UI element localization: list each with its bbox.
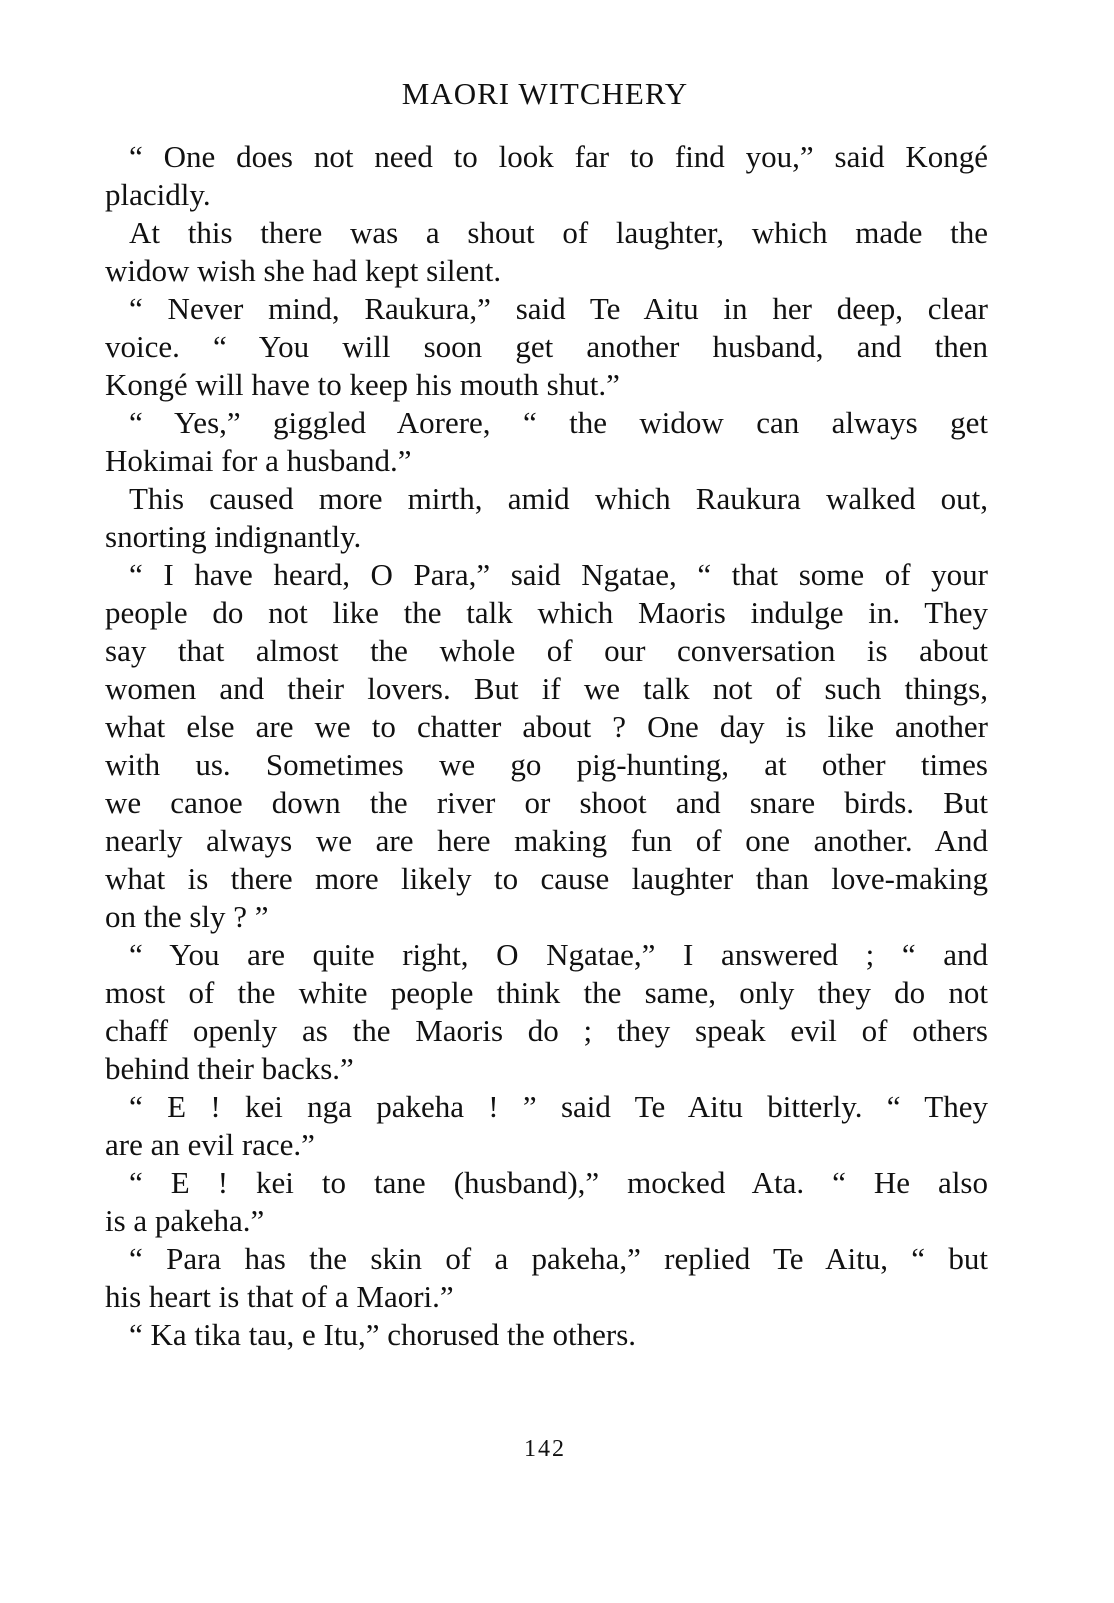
- text-line: “ Yes,” giggled Aorere, “ the widow can always get: [129, 405, 988, 440]
- text-line: with us. Sometimes we go pig-hunting, at other times: [105, 747, 988, 782]
- text-line: what is there more likely to cause laughter than love-making: [105, 861, 988, 896]
- text-line: Hokimai for a husband.”: [105, 443, 412, 478]
- text-line: on the sly ? ”: [105, 899, 269, 934]
- paragraph: [105, 1240, 988, 1316]
- paragraph: [105, 1164, 988, 1240]
- paragraph: [105, 480, 988, 556]
- text-line: behind their backs.”: [105, 1051, 354, 1086]
- text-line: his heart is that of a Maori.”: [105, 1279, 454, 1314]
- text-line: women and their lovers. But if we talk not of such things,: [105, 671, 988, 706]
- text-line: are an evil race.”: [105, 1127, 315, 1162]
- text-line: At this there was a shout of laughter, which made the: [129, 215, 988, 250]
- body-text: [105, 138, 988, 1354]
- text-line: This caused more mirth, amid which Raukura walked out,: [129, 481, 988, 516]
- text-line: “ You are quite right, O Ngatae,” I answered ; “ and: [129, 937, 988, 972]
- text-line: voice. “ You will soon get another husband, and then: [105, 329, 988, 364]
- running-head: MAORI WITCHERY: [401, 76, 689, 111]
- text-line: “ One does not need to look far to find you,” said Kongé: [129, 139, 988, 174]
- text-line: what else are we to chatter about ? One day is like another: [105, 709, 988, 744]
- paragraph: [105, 1316, 988, 1354]
- paragraph: [105, 138, 988, 214]
- paragraph: [105, 404, 988, 480]
- text-line: snorting indignantly.: [105, 519, 362, 554]
- text-line: “ Never mind, Raukura,” said Te Aitu in her deep, clear: [129, 291, 988, 326]
- text-line: “ E ! kei nga pakeha ! ” said Te Aitu bitterly. “ They: [129, 1089, 988, 1124]
- text-line: say that almost the whole of our conversation is about: [105, 633, 988, 668]
- text-line: “ Ka tika tau, e Itu,” chorused the others.: [129, 1317, 637, 1352]
- text-line: nearly always we are here making fun of one another. And: [105, 823, 988, 858]
- paragraph: [105, 214, 988, 290]
- text-line: “ Para has the skin of a pakeha,” replied Te Aitu, “ but: [129, 1241, 988, 1276]
- text-line: “ E ! kei to tane (husband),” mocked Ata. “ He also: [129, 1165, 988, 1200]
- paragraph: [105, 936, 988, 1088]
- text-line: is a pakeha.”: [105, 1203, 265, 1238]
- text-line: “ I have heard, O Para,” said Ngatae, “ that some of your: [129, 557, 988, 592]
- paragraph: [105, 556, 988, 936]
- page-number: 142: [524, 1436, 566, 1462]
- text-line: widow wish she had kept silent.: [105, 253, 502, 288]
- text-line: placidly.: [105, 177, 211, 212]
- paragraph: [105, 1088, 988, 1164]
- text-line: we canoe down the river or shoot and snare birds. But: [105, 785, 988, 820]
- text-line: most of the white people think the same, only they do not: [105, 975, 988, 1010]
- paragraph: [105, 290, 988, 404]
- text-line: people do not like the talk which Maoris indulge in. They: [105, 595, 988, 630]
- text-line: chaff openly as the Maoris do ; they speak evil of others: [105, 1013, 988, 1048]
- text-line: Kongé will have to keep his mouth shut.”: [105, 367, 620, 402]
